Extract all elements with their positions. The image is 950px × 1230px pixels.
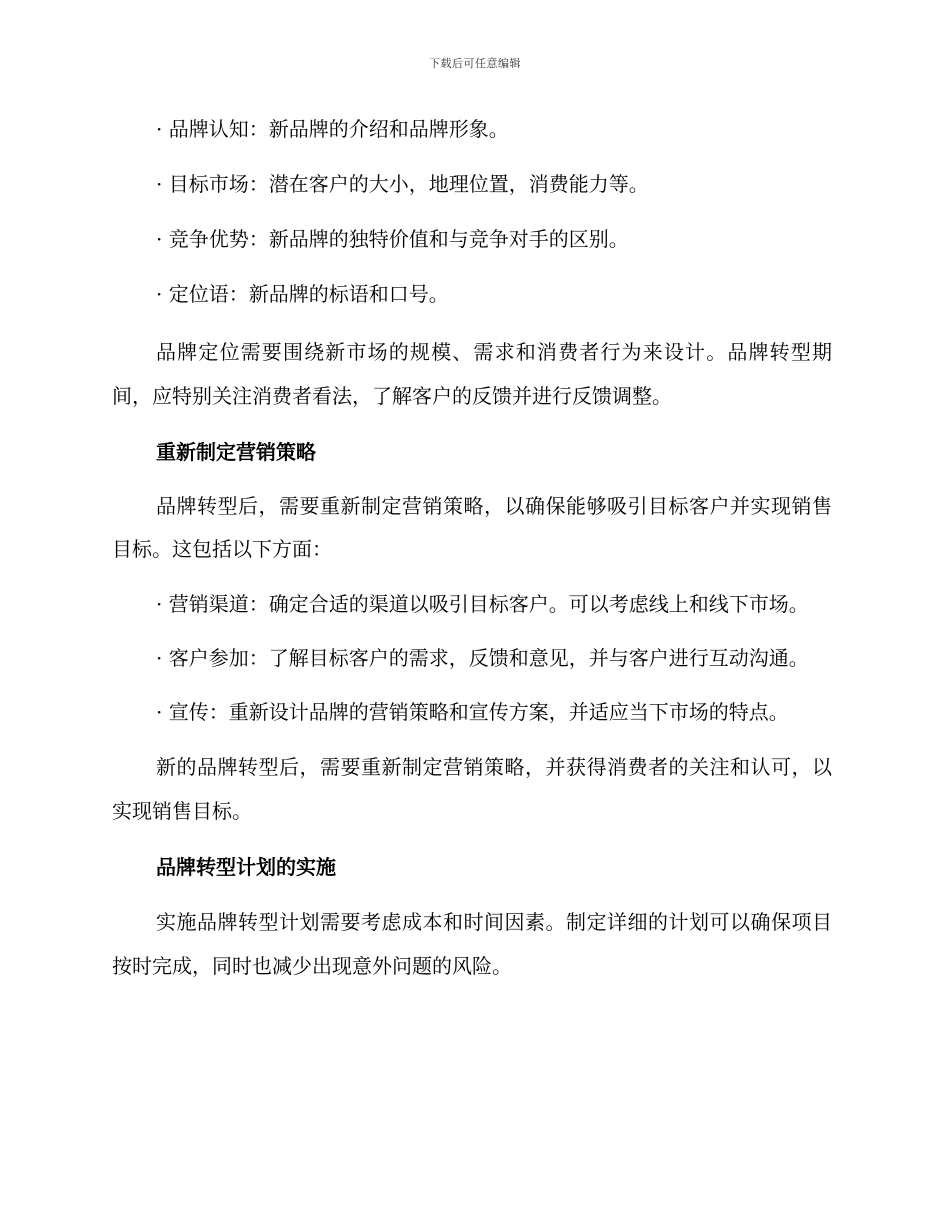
marketing-intro: 品牌转型后，需要重新制定营销策略，以确保能够吸引目标客户并实现销售目标。这包括以下方面：: [112, 494, 832, 561]
positioning-summary: 品牌定位需要围绕新市场的规模、需求和消费者行为来设计。品牌转型期间，应特别关注消费者看法，了解客户的反馈并进行反馈调整。: [112, 340, 832, 408]
marketing-heading: 重新制定营销策略: [156, 440, 316, 464]
bullet-promotion: · 宣传：重新设计品牌的营销策略和宣传方案，并适应当下市场的特点。: [156, 700, 789, 724]
header-note: 下载后可任意编辑: [429, 57, 521, 70]
bullet-competitive-advantage: · 竞争优势：新品牌的独特价值和与竞争对手的区别。: [156, 227, 629, 251]
document-body: [112, 110, 832, 993]
bullet-target-market: · 目标市场：潜在客户的大小，地理位置，消费能力等。: [156, 172, 649, 196]
marketing-summary: 新的品牌转型后，需要重新制定营销策略，并获得消费者的关注和认可，以实现销售目标。: [112, 755, 832, 823]
implementation-heading: 品牌转型计划的实施: [156, 855, 336, 879]
bullet-customer-engagement: · 客户参加：了解目标客户的需求，反馈和意见，并与客户进行互动沟通。: [156, 646, 809, 670]
bullet-brand-awareness: · 品牌认知：新品牌的介绍和品牌形象。: [156, 117, 509, 141]
bullet-slogan: · 定位语：新品牌的标语和口号。: [156, 282, 449, 306]
implementation-body: 实施品牌转型计划需要考虑成本和时间因素。制定详细的计划可以确保项目按时完成，同时也减少出现意外问题的风险。: [112, 910, 832, 978]
bullet-marketing-channels: · 营销渠道：确定合适的渠道以吸引目标客户。可以考虑线上和线下市场。: [156, 592, 809, 616]
